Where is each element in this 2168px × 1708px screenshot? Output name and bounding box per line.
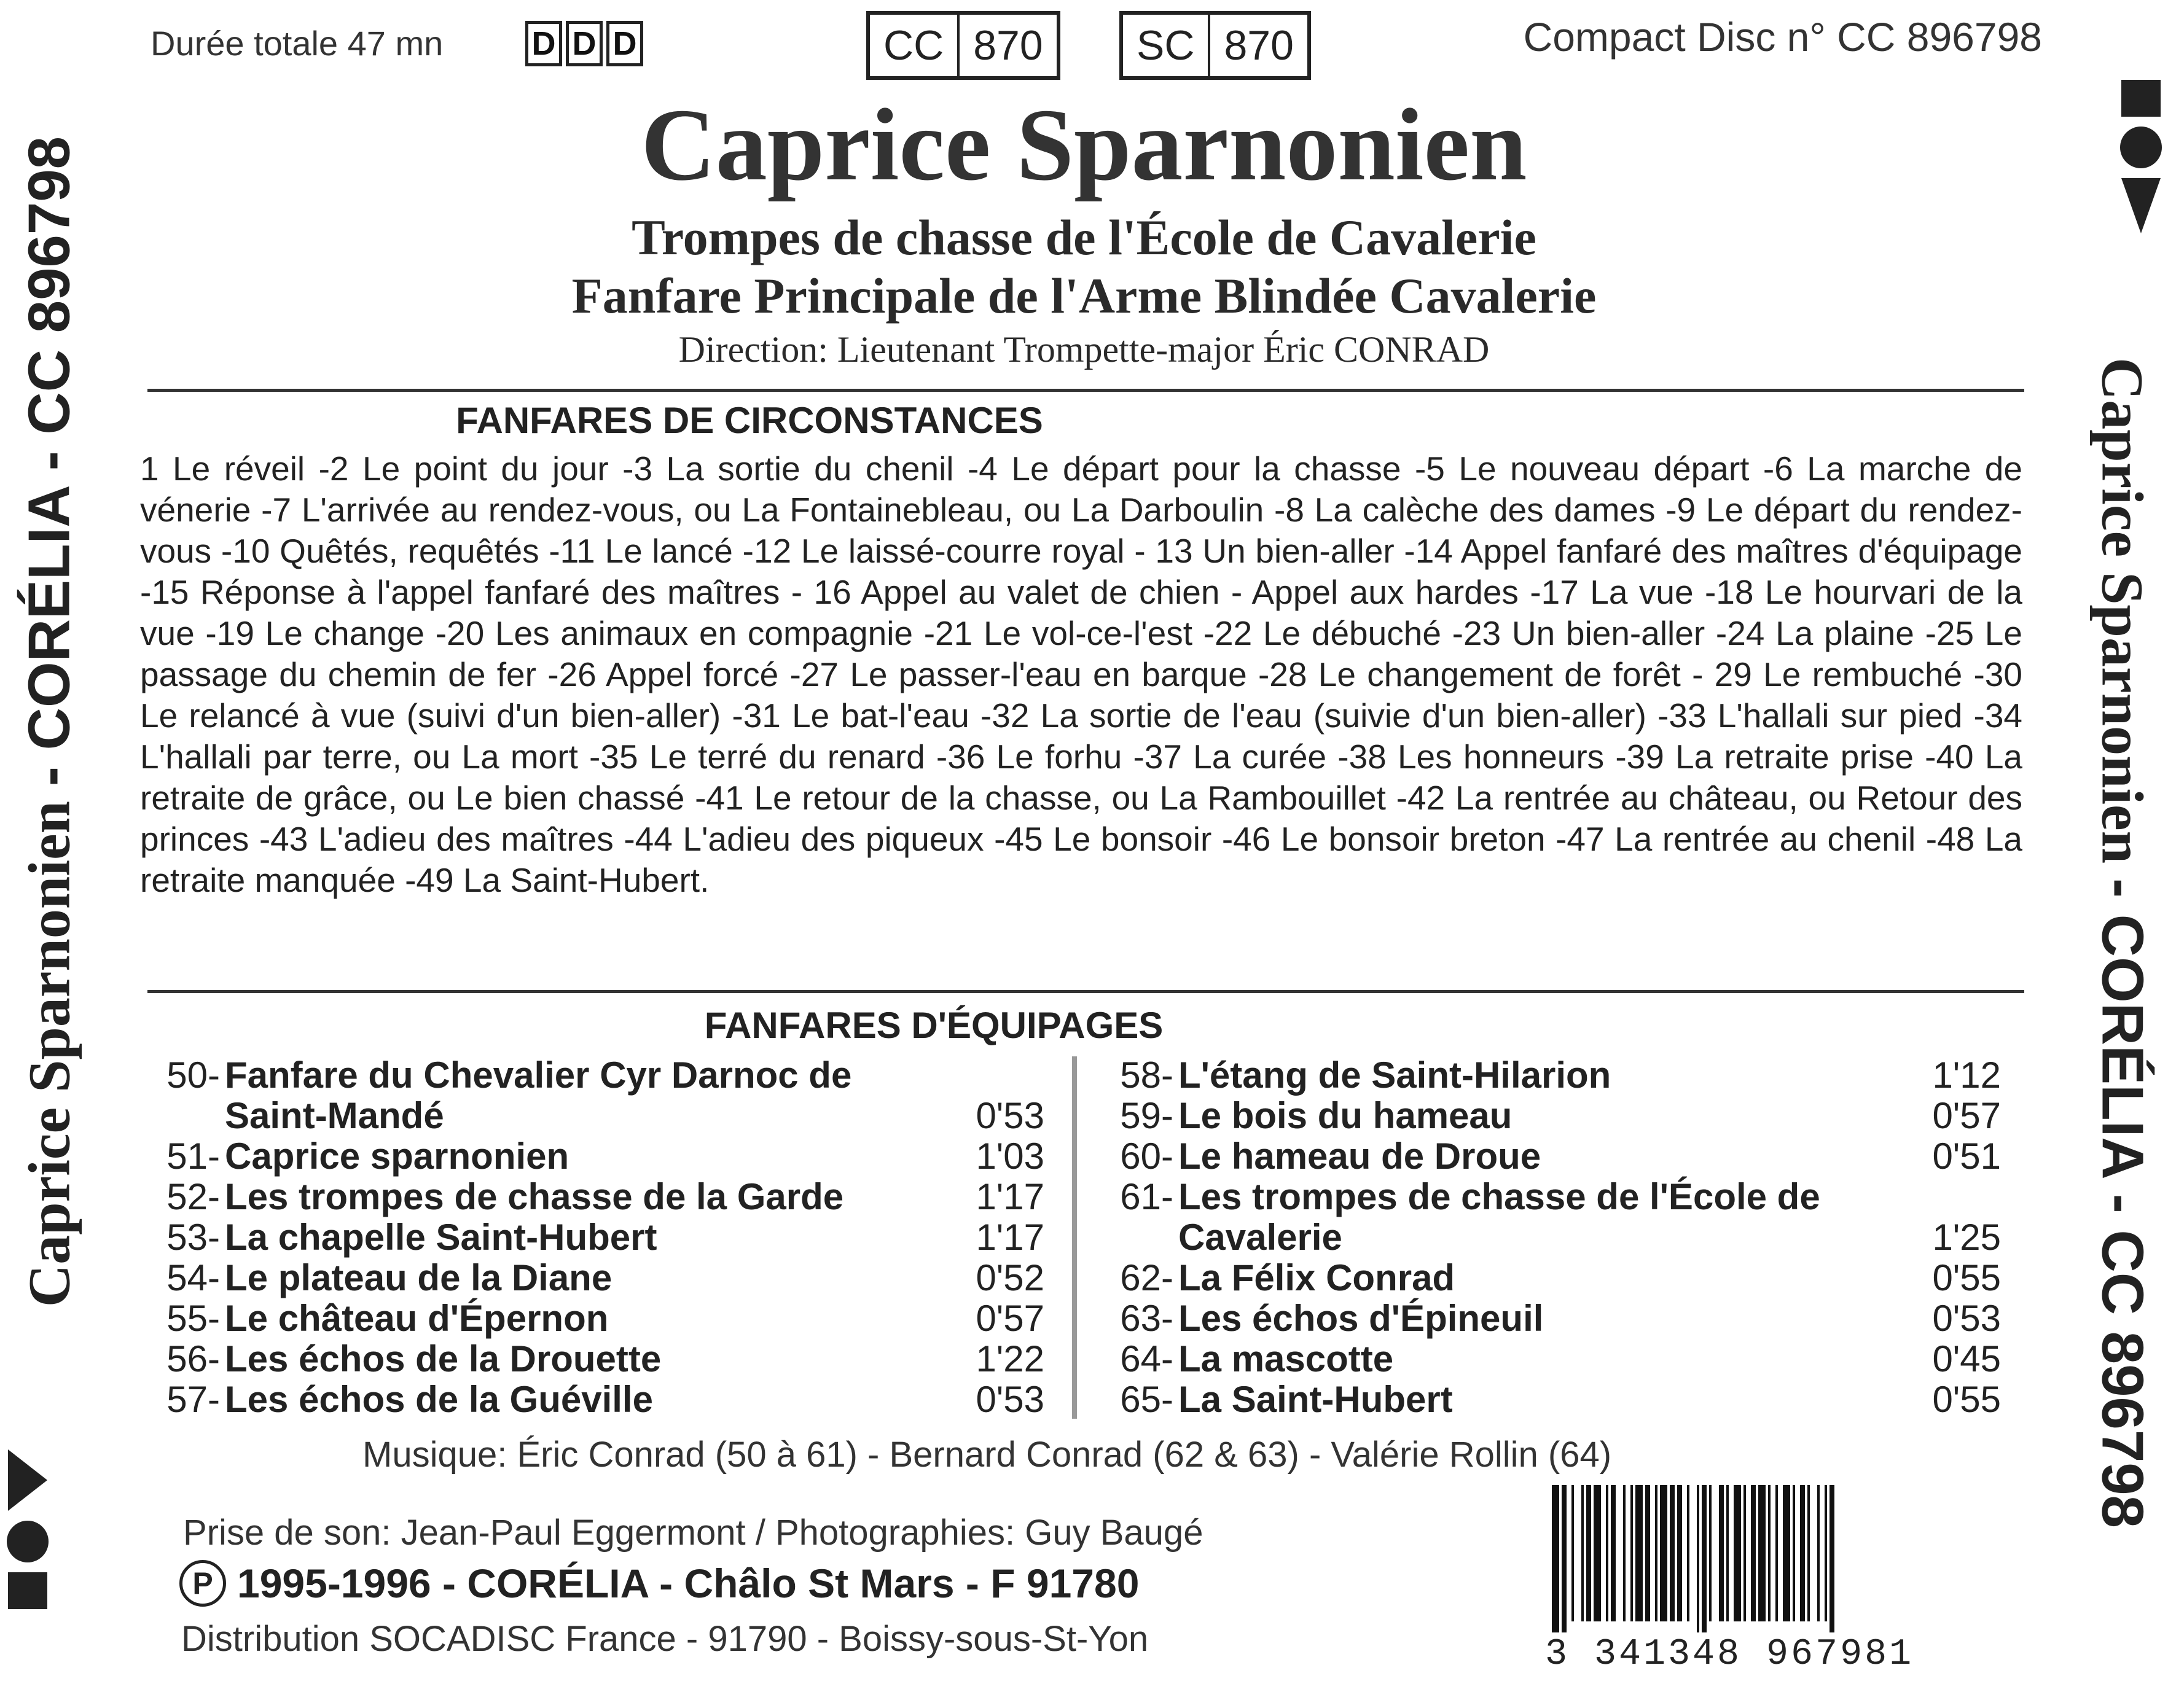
code-number: 870 — [957, 15, 1056, 76]
barcode-bar — [1611, 1485, 1616, 1621]
track-duration: 0'45 — [1932, 1338, 2001, 1379]
track-number: 60- — [1120, 1136, 1173, 1177]
track-duration: 0'55 — [1932, 1257, 2001, 1298]
track-title: Le château d'Épernon — [225, 1298, 609, 1339]
track-title: Caprice sparnonien — [225, 1136, 569, 1177]
subtitle-1: Trompes de chasse de l'École de Cavalerie — [632, 209, 1536, 265]
spine-title: Caprice Sparnonien — [2089, 357, 2156, 864]
direction-text: Direction: Lieutenant Trompette-major Éric CONRAD — [678, 329, 1490, 370]
track-number: 51- — [166, 1136, 220, 1177]
track-title: Les échos d'Épineuil — [1178, 1298, 1544, 1339]
copyright-text: 1995-1996 - CORÉLIA - Châlo St Mars - F 91780 — [237, 1561, 1140, 1606]
track-row — [1101, 1136, 2001, 1177]
barcode-bar — [1783, 1485, 1790, 1621]
track-row — [147, 1379, 1044, 1420]
barcode-bar — [1829, 1485, 1834, 1632]
track-title: L'étang de Saint-Hilarion — [1178, 1055, 1611, 1096]
barcode-bar — [1768, 1485, 1771, 1621]
barcode-bar — [1552, 1485, 1559, 1632]
track-title: La mascotte — [1178, 1338, 1394, 1379]
track-title: Les trompes de chasse de l'École de Cavalerie — [1178, 1176, 1820, 1258]
ddd-letter: D — [525, 21, 562, 66]
barcode-bar — [1734, 1485, 1741, 1621]
track-number: 52- — [166, 1176, 220, 1217]
track-duration: 0'53 — [1932, 1298, 2001, 1339]
track-row — [147, 1136, 1044, 1177]
code-box-sc — [1119, 11, 1311, 80]
track-number: 65- — [1120, 1379, 1173, 1420]
track-duration: 0'53 — [976, 1379, 1044, 1420]
track-number: 54- — [166, 1257, 220, 1298]
barcode-bar — [1793, 1485, 1795, 1621]
ddd-letter: D — [566, 21, 603, 66]
track-number: 61- — [1120, 1176, 1173, 1217]
track-row — [1101, 1298, 2001, 1339]
track-duration: 0'57 — [1932, 1095, 2001, 1136]
barcode-bar — [1687, 1485, 1689, 1621]
recording-credits: Prise de son: Jean-Paul Eggermont / Photographies: Guy Baugé — [183, 1513, 1203, 1553]
track-row — [1101, 1055, 2001, 1096]
track-number: 59- — [1120, 1095, 1173, 1136]
track-number: 56- — [166, 1338, 220, 1379]
right-spine — [2089, 344, 2156, 1542]
phonogram-icon: P — [179, 1560, 226, 1607]
code-prefix: CC — [883, 22, 944, 69]
barcode-bar — [1670, 1485, 1675, 1621]
ddd-letter: D — [606, 21, 643, 66]
track-title: La chapelle Saint-Hubert — [225, 1217, 657, 1258]
equipages-left-column — [147, 1055, 1044, 1420]
barcode-bar — [1719, 1485, 1724, 1621]
track-title: Le hameau de Droue — [1178, 1136, 1541, 1177]
track-number: 57- — [166, 1379, 220, 1420]
track-number: 63- — [1120, 1298, 1173, 1339]
spine-title: Caprice Sparnonien — [16, 801, 82, 1308]
track-duration: 1'17 — [976, 1217, 1044, 1258]
left-spine-text — [15, 136, 84, 1307]
track-row — [1101, 1177, 2001, 1258]
barcode-bar — [1660, 1485, 1667, 1621]
track-row — [147, 1258, 1044, 1298]
spine-label: - CORÉLIA - CC 896798 — [2089, 878, 2156, 1529]
barcode-digits: 3 341348 967981 — [1545, 1634, 1914, 1675]
track-number: 53- — [166, 1217, 220, 1258]
track-title: Les échos de la Drouette — [225, 1338, 662, 1379]
code-prefix: SC — [1137, 22, 1195, 69]
spine-label: - CORÉLIA - CC 896798 — [16, 136, 82, 786]
track-row — [147, 1217, 1044, 1258]
track-duration: 0'52 — [976, 1257, 1044, 1298]
barcode-bar — [1697, 1485, 1699, 1632]
album-title: Caprice Sparnonien — [641, 88, 1527, 202]
barcode-bar — [1751, 1485, 1756, 1621]
track-number: 55- — [166, 1298, 220, 1339]
track-duration: 0'57 — [976, 1298, 1044, 1339]
barcode-bar — [1581, 1485, 1584, 1621]
barcode-bar — [1817, 1485, 1820, 1621]
label-logo-icon — [3, 1443, 52, 1615]
barcode-bar — [1743, 1485, 1746, 1621]
track-number: 58- — [1120, 1055, 1173, 1096]
barcode-bar — [1800, 1485, 1805, 1621]
track-title: La Saint-Hubert — [1178, 1379, 1453, 1420]
barcode-bar — [1635, 1485, 1643, 1621]
barcode-bar — [1623, 1485, 1626, 1621]
track-title: La Félix Conrad — [1178, 1257, 1455, 1298]
label-logo-icon — [2116, 74, 2166, 246]
compact-disc-number: Compact Disc n° CC 896798 — [1523, 14, 2042, 60]
track-duration: 0'51 — [1932, 1136, 2001, 1177]
barcode-bar — [1594, 1485, 1601, 1621]
track-duration: 1'03 — [976, 1136, 1044, 1177]
left-spine — [15, 123, 83, 1320]
track-duration: 1'12 — [1932, 1055, 2001, 1096]
column-divider — [1072, 1056, 1077, 1419]
subtitle-2: Fanfare Principale de l'Arme Blindée Cavalerie — [571, 268, 1597, 324]
ddd-code — [525, 21, 643, 66]
barcode-bar — [1586, 1485, 1591, 1621]
barcode-bar — [1709, 1485, 1712, 1621]
barcode-bar — [1726, 1485, 1729, 1621]
track-duration: 0'53 — [976, 1095, 1044, 1136]
track-number: 64- — [1120, 1338, 1173, 1379]
barcode-bar — [1825, 1485, 1827, 1621]
divider-rule — [147, 389, 2024, 392]
barcode — [1548, 1485, 2021, 1632]
track-row — [1101, 1096, 2001, 1136]
track-title: Le plateau de la Diane — [225, 1257, 612, 1298]
track-duration: 0'55 — [1932, 1379, 2001, 1420]
equipages-right-column — [1101, 1055, 2001, 1420]
barcode-bar — [1655, 1485, 1657, 1621]
track-row — [147, 1055, 1044, 1136]
circonstances-track-list: 1 Le réveil -2 Le point du jour -3 La sortie du chenil -4 Le départ pour la chasse -5 Le nouveau départ -6 La marche de vénerie -7 L'arrivée au rendez-vous, ou La Fontainebleau, ou La Darboulin -8 La calèche des dames -9 Le départ du rendez-vous -10 Quêtés, requêtés -11 Le lancé -12 Le laissé-courre royal - 13 Un bien-aller -14 Appel fanfaré des maîtres d'équipage -15 Réponse à l'appel fanfaré des maîtres - 16 Appel au valet de chien - Appel aux hardes -17 La vue -18 Le hourvari de la vue -19 Le change -20 Les animaux en compagnie -21 Le vol-ce-l'est -22 Le débuché -23 Un bien-aller -24 La plaine -25 Le passage du chemin de fer -26 Appel forcé -27 Le passer-l'eau en barque -28 Le changement de forêt - 29 Le rembuché -30 Le relancé à vue (suivi d'un bien-aller) -31 Le bat-l'eau -32 La sortie de l'eau (suivie d'un bien-aller) -33 L'hallali sur pied -34 L'hallali par terre, ou La mort -35 Le terré du renard -36 Le forhu -37 La curée -38 Les honneurs -39 La retraite prise -40 La retraite de grâce, ou Le bien chassé -41 Le retour de la chasse, ou La Rambouillet -42 La rentrée au château, ou Retour des princes -43 L'adieu des maîtres -44 L'adieu des piqueux -45 Le bonsoir -46 Le bonsoir breton -47 La rentrée au chenil -48 La retraite manquée -49 La Saint-Hubert. — [140, 450, 2022, 899]
barcode-bar — [1702, 1485, 1707, 1632]
duration-text: Durée totale 47 mn — [151, 24, 444, 63]
music-credits: Musique: Éric Conrad (50 à 61) - Bernard Conrad (62 & 63) - Valérie Rollin (64) — [362, 1435, 1612, 1475]
track-row — [1101, 1258, 2001, 1298]
barcode-bar — [1807, 1485, 1810, 1621]
track-row — [1101, 1379, 2001, 1420]
barcode-bar — [1758, 1485, 1766, 1621]
divider-rule — [147, 990, 2024, 993]
track-title: Les échos de la Guéville — [225, 1379, 653, 1420]
track-row — [147, 1339, 1044, 1379]
track-row — [1101, 1339, 2001, 1379]
track-row — [147, 1298, 1044, 1339]
track-number: 62- — [1120, 1257, 1173, 1298]
barcode-bar — [1571, 1485, 1574, 1621]
barcode-bar — [1645, 1485, 1650, 1621]
copyright-line — [179, 1560, 1139, 1607]
code-box-cc — [866, 11, 1060, 80]
track-row — [147, 1177, 1044, 1217]
track-title: Fanfare du Chevalier Cyr Darnoc de Saint-Mandé — [225, 1055, 852, 1136]
track-duration: 1'17 — [976, 1176, 1044, 1217]
barcode-bar — [1630, 1485, 1633, 1621]
section-title-equipages: FANFARES D'ÉQUIPAGES — [704, 1005, 1164, 1046]
barcode-bar — [1606, 1485, 1608, 1621]
track-title: Les trompes de chasse de la Garde — [225, 1176, 844, 1217]
track-number: 50- — [166, 1055, 220, 1096]
right-spine-text — [2089, 357, 2157, 1528]
track-title: Le bois du hameau — [1178, 1095, 1513, 1136]
track-duration: 1'25 — [1932, 1217, 2001, 1258]
barcode-bar — [1677, 1485, 1682, 1621]
distribution-text: Distribution SOCADISC France - 91790 - Boissy-sous-St-Yon — [181, 1619, 1149, 1659]
barcode-bar — [1562, 1485, 1567, 1632]
code-number: 870 — [1208, 15, 1307, 76]
section-title-circonstances: FANFARES DE CIRCONSTANCES — [456, 400, 1043, 441]
track-duration: 1'22 — [976, 1338, 1044, 1379]
barcode-bar — [1775, 1485, 1778, 1621]
